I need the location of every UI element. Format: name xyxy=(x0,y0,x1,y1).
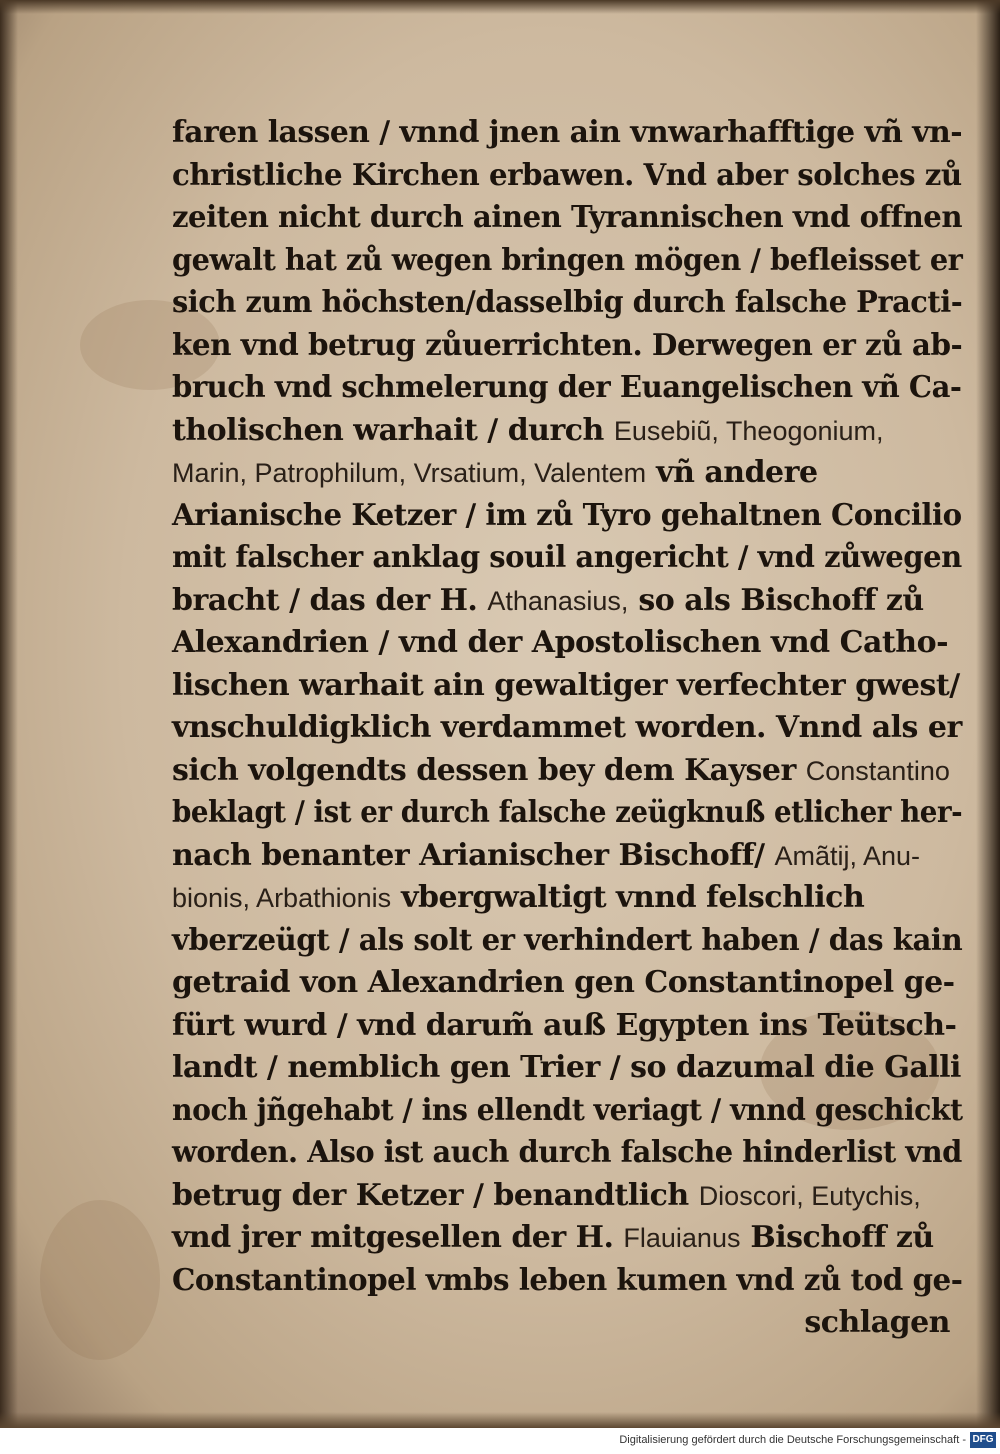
blackletter-text-segment: vnd jrer mitgesellen der H. xyxy=(172,1220,624,1255)
text-line xyxy=(172,452,962,495)
roman-text-segment: Marin, Patrophilum, Vrsatium, Valentem xyxy=(172,458,647,488)
blackletter-text-segment: tholischen warhait / durch xyxy=(172,412,614,448)
blackletter-text-segment: Arianische Ketzer / im zů Tyro gehaltnen Concilio xyxy=(172,497,962,533)
text-line xyxy=(172,1005,962,1048)
blackletter-text-segment: sich volgendts dessen bey dem Kayser xyxy=(172,752,806,788)
blackletter-text-segment: vnschuldigklich verdammet worden. Vnnd als er xyxy=(172,710,962,745)
blackletter-text-segment: schlagen xyxy=(804,1305,950,1340)
paper-stain xyxy=(40,1200,160,1360)
text-line xyxy=(172,665,962,708)
blackletter-text-segment: getraid von Alexandrien gen Constantinopel ge- xyxy=(172,965,955,1000)
blackletter-text-segment: bruch vnd schmelerung der Euangelischen vñ Ca- xyxy=(172,370,962,405)
blackletter-text-segment: zeiten nicht durch ainen Tyrannischen vnd offnen xyxy=(172,200,963,235)
roman-text-segment: Constantino xyxy=(805,755,950,786)
text-line xyxy=(172,750,962,793)
text-line xyxy=(172,580,962,623)
page-edge-right xyxy=(976,0,1000,1428)
blackletter-text-segment: nach benanter Arianischer Bischoff/ xyxy=(172,837,775,873)
blackletter-text-segment: ken vnd betrug zůuerrichten. Derwegen er zů ab- xyxy=(172,327,963,363)
text-line xyxy=(172,962,962,1005)
blackletter-text-segment: worden. Also ist auch durch falsche hinderlist vnd xyxy=(172,1135,962,1170)
text-line xyxy=(172,1175,962,1218)
footer-credit-text: Digitalisierung gefördert durch die Deutsche Forschungsgemeinschaft - xyxy=(619,1434,966,1446)
text-line xyxy=(172,622,962,665)
roman-text-segment: Flauianus xyxy=(623,1223,741,1253)
blackletter-text-segment: sich zum höchsten/dasselbig durch falsche Practi- xyxy=(172,285,963,320)
blackletter-text-segment: Alexandrien / vnd der Apostolischen vnd Catho- xyxy=(172,625,949,660)
digitization-footer xyxy=(0,1428,1000,1454)
text-line xyxy=(172,1090,963,1133)
text-line xyxy=(172,495,962,538)
blackletter-text-segment: fürt wurd / vnd darum̃ auß Egypten ins Teütsch- xyxy=(172,1007,957,1043)
blackletter-text-segment: vñ andere xyxy=(646,455,818,490)
blackletter-text-segment: vbergwaltigt vnnd felschlich xyxy=(391,880,865,915)
blackletter-text-segment: noch jñgehabt / ins ellendt veriagt / vnnd geschickt xyxy=(172,1092,963,1128)
text-line xyxy=(172,1047,962,1090)
blackletter-text-segment: faren lassen / vnnd jnen ain vnwarhafftige vñ vn- xyxy=(172,115,963,150)
text-line xyxy=(172,1217,962,1260)
blackletter-text-segment: landt / nemblich gen Trier / so dazumal die Galli xyxy=(172,1050,961,1085)
page-text-block xyxy=(172,112,962,1345)
text-line xyxy=(172,112,963,155)
blackletter-text-segment: beklagt / ist er durch falsche zeügknuß etlicher her- xyxy=(172,795,963,830)
blackletter-text-segment: Bischoff zů xyxy=(740,1220,934,1255)
text-line xyxy=(172,325,963,368)
text-line xyxy=(172,537,962,580)
text-line xyxy=(172,367,962,410)
text-line xyxy=(172,282,963,325)
roman-text-segment: Amãtij, Anu- xyxy=(774,840,921,871)
roman-text-segment: Dioscori, Eutychis, xyxy=(698,1180,921,1211)
text-line xyxy=(172,877,962,920)
roman-text-segment: Athanasius, xyxy=(487,585,629,616)
text-line xyxy=(172,792,963,835)
text-line xyxy=(172,155,962,198)
blackletter-text-segment: Constantinopel vmbs leben kumen vnd zů tod ge- xyxy=(172,1262,963,1298)
text-line xyxy=(172,1260,963,1303)
blackletter-text-segment: bracht / das der H. xyxy=(172,582,488,618)
text-line xyxy=(172,1302,962,1345)
blackletter-text-segment: christliche Kirchen erbawen. Vnd aber solches zů xyxy=(172,157,962,193)
text-line xyxy=(172,835,962,878)
text-line xyxy=(172,1132,962,1175)
blackletter-text-segment: so als Bischoff zů xyxy=(628,582,924,618)
page-edge-left xyxy=(0,0,18,1428)
text-line xyxy=(172,240,963,283)
text-line xyxy=(172,410,962,453)
page-edge-top xyxy=(0,0,1000,14)
page-edge-bottom xyxy=(0,1412,1000,1428)
text-line xyxy=(172,707,962,750)
dfg-logo: DFG xyxy=(970,1432,996,1448)
text-line xyxy=(172,197,963,240)
blackletter-text-segment: vberzeügt / als solt er verhindert haben / das kain xyxy=(172,922,963,958)
blackletter-text-segment: lischen warhait ain gewaltiger verfechter gwest/ xyxy=(172,667,960,703)
text-line xyxy=(172,920,963,963)
blackletter-text-segment: gewalt hat zů wegen bringen mögen / befleisset er xyxy=(172,242,963,278)
roman-text-segment: Eusebiũ, Theogonium, xyxy=(613,415,884,446)
blackletter-text-segment: betrug der Ketzer / benandtlich xyxy=(172,1177,699,1213)
blackletter-text-segment: mit falscher anklag souil angericht / vnd zůwegen xyxy=(172,540,962,575)
roman-text-segment: bionis, Arbathionis xyxy=(172,883,392,913)
